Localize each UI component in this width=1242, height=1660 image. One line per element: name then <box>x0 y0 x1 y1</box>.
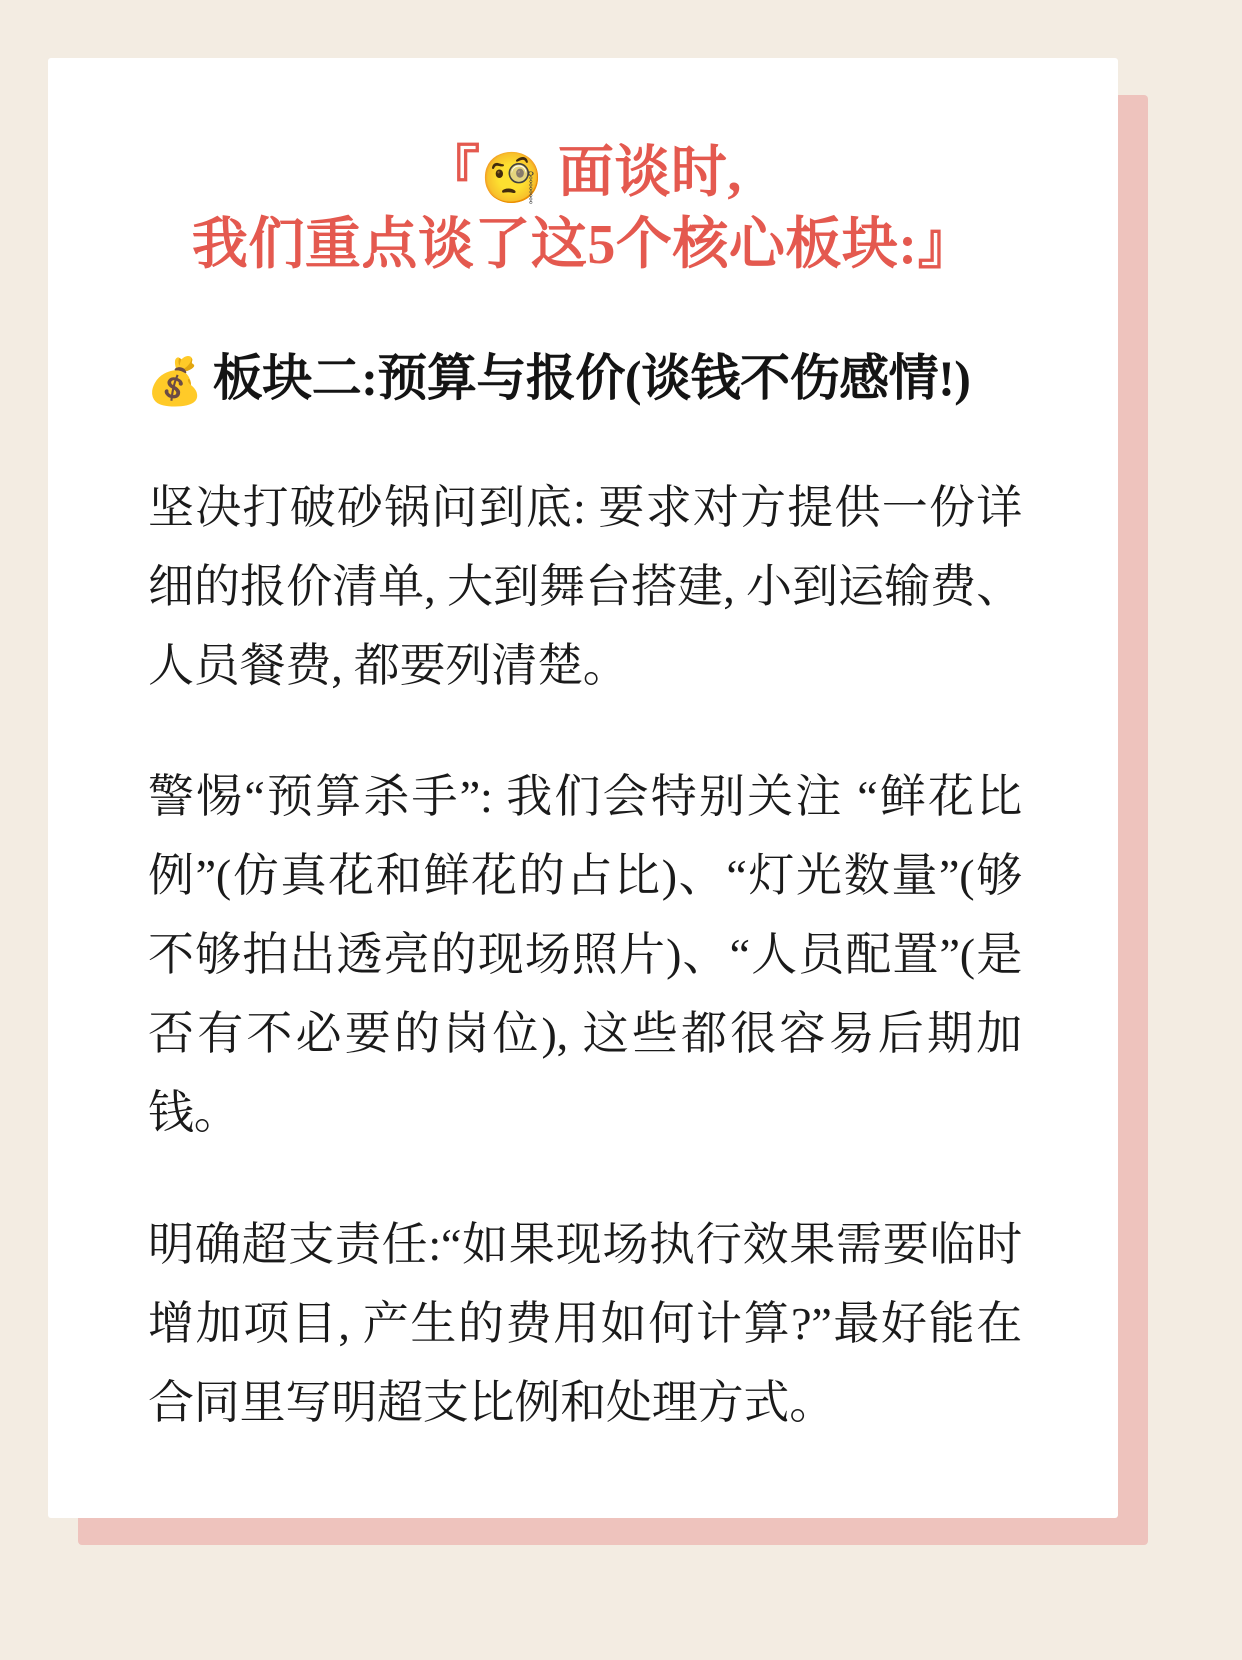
money-bag-icon: 💰 <box>146 353 203 408</box>
title-line-1 <box>104 138 1062 210</box>
paragraph-2: 警惕“预算杀手”: 我们会特别关注 “鲜花比例”(仿真花和鲜花的占比)、“灯光数量”(够不够拍出透亮的现场照片)、“人员配置”(是否有不必要的岗位), 这些都很容易后期加钱。 <box>148 771 1022 1139</box>
note-content <box>48 92 1118 1442</box>
paragraph-1: 坚决打破砂锅问到底: 要求对方提供一份详细的报价清单, 大到舞台搭建, 小到运输费、人员餐费, 都要列清楚。 <box>148 481 1022 691</box>
title-line-1-text: 面谈时, <box>557 142 742 204</box>
note-card <box>48 58 1118 1518</box>
title-line-2: 我们重点谈了这5个核心板块:』 <box>191 214 975 276</box>
page-title <box>104 138 1062 282</box>
section-heading-text: 板块二:预算与报价(谈钱不伤感情!) <box>212 349 971 406</box>
torn-edge-decoration <box>48 58 1118 92</box>
title-bracket-open: 『 <box>424 142 481 204</box>
monocle-face-icon: 🧐 <box>480 149 544 207</box>
section-heading <box>146 338 1062 410</box>
paragraph-3: 明确超支责任:“如果现场执行效果需要临时增加项目, 产生的费用如何计算?”最好能在合同里写明超支比例和处理方式。 <box>148 1218 1022 1428</box>
